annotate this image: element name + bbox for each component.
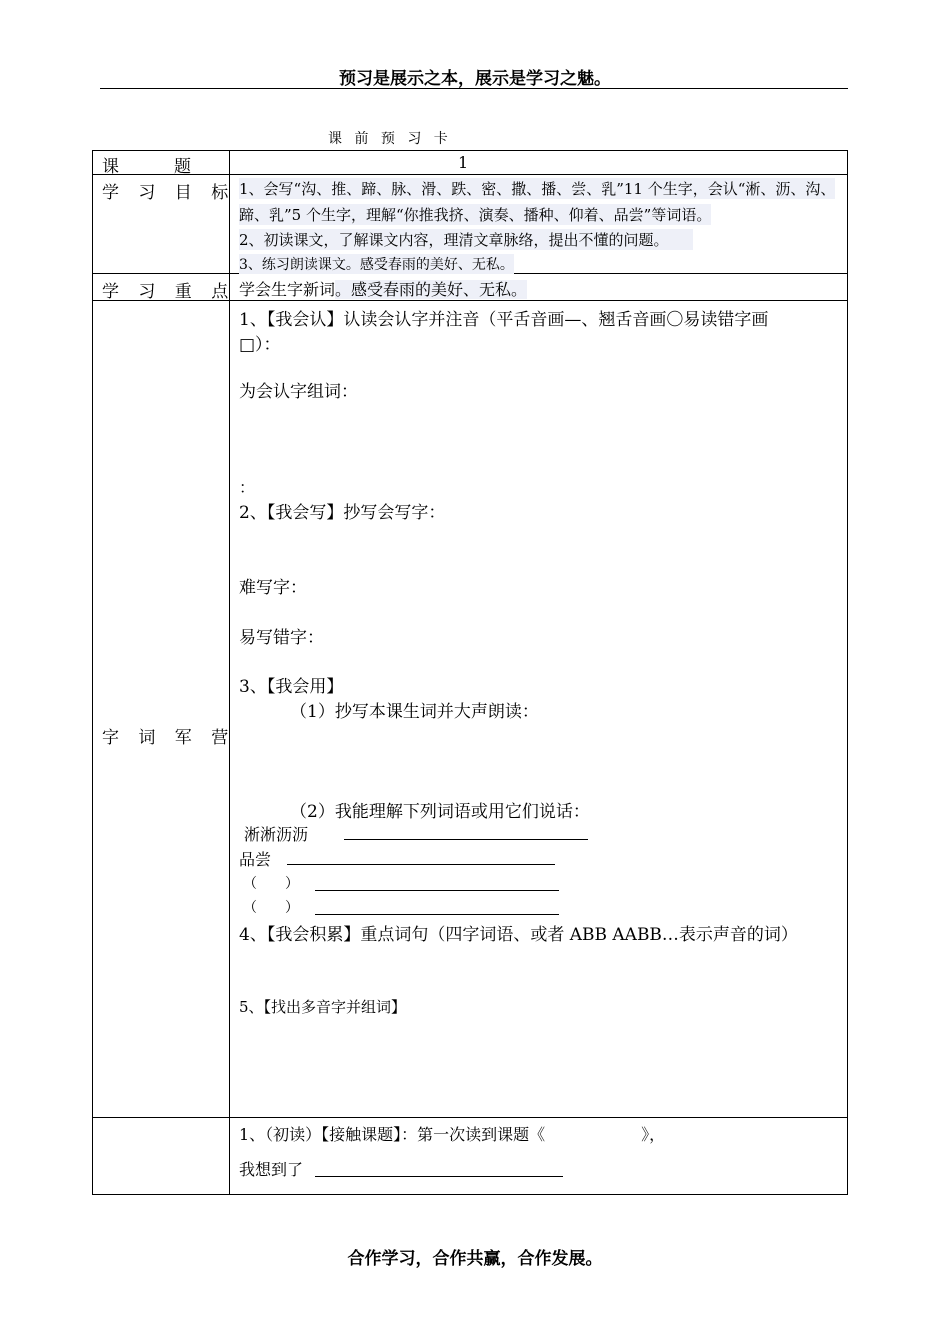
reading-line-2: 我想到了 [239, 1160, 304, 1179]
goals-line-2: 蹄、乳”5 个生字，理解“你推我挤、演奏、播种、仰着、品尝”等词语。 [239, 206, 712, 224]
preview-card-table [92, 150, 848, 1195]
vocab-hard-words: 难写字： [239, 578, 307, 598]
table-border-bottom [92, 1194, 848, 1195]
topic-label: 课 题 [102, 157, 198, 177]
vocab-item1-line2: □）： [239, 335, 281, 355]
goals-line-3: 2、初读课文，了解课文内容，理清文章脉络，提出不懂的问题。 [239, 229, 693, 250]
header-motto: 预习是展示之本，展示是学习之魅。 [339, 69, 611, 89]
focus-text: 学会生字新词。感受春雨的美好、无私。 [239, 280, 528, 299]
vocab-colon: ： [239, 478, 256, 497]
reading-line-1: 1、（初读）【接触课题】：第一次读到课题《 》， [239, 1125, 666, 1144]
table-border-left [92, 150, 93, 1195]
vocab-error-prone-words: 易写错字： [239, 628, 324, 648]
vocab-item5: 5、【找出多音字并组词】 [239, 998, 407, 1016]
goals-line-1: 1、会写“沟、推、蹄、脉、滑、跌、密、撒、播、尝、乳”11 个生字，会认“淅、沥、沟、 [239, 180, 836, 198]
footer-motto: 合作学习，合作共赢，合作发展。 [347, 1249, 603, 1269]
vocab-item3-sub2: （2）我能理解下列词语或用它们说话： [290, 802, 590, 822]
goals-label: 学 习 目 标 [102, 183, 236, 203]
table-border-top [92, 150, 848, 151]
answer-line[interactable] [287, 864, 555, 865]
vocab-item4: 4、【我会积累】重点词句（四字词语、或者 ABB AABB…表示声音的词） [239, 925, 798, 945]
table-column-divider [229, 150, 230, 1195]
vocab-label: 字 词 军 营 [102, 728, 236, 748]
header-divider [100, 88, 848, 89]
answer-line[interactable] [315, 1176, 563, 1177]
focus-label: 学 习 重 点 [102, 282, 236, 302]
vocab-item3: 3、【我会用】 [239, 677, 344, 697]
topic-value: 1 [458, 153, 469, 172]
row-divider [92, 1117, 848, 1118]
goals-line-4: 3、练习朗读课文。感受春雨的美好、无私。 [239, 254, 514, 274]
vocab-item1-line1: 1、【我会认】认读会认字并注音（平舌音画—、翘舌音画〇易读错字画 [239, 310, 769, 330]
vocab-item3-sub1: （1）抄写本课生词并大声朗读： [290, 702, 539, 722]
word-pinchang: 品尝 [239, 850, 272, 869]
table-border-right [847, 150, 848, 1195]
focus-value [239, 277, 527, 300]
answer-line[interactable] [315, 914, 559, 915]
word-xixi-lili: 淅淅沥沥 [244, 825, 309, 844]
vocab-item1-words: 为会认字组词： [239, 382, 358, 402]
word-blank-1: （ ） [243, 876, 299, 892]
answer-line[interactable] [344, 839, 588, 840]
word-blank-2: （ ） [243, 900, 299, 916]
answer-line[interactable] [315, 890, 559, 891]
vocab-item2: 2、【我会写】抄写会写字： [239, 503, 446, 523]
card-title: 课 前 预 习 卡 [328, 131, 452, 147]
row-divider [92, 174, 848, 175]
